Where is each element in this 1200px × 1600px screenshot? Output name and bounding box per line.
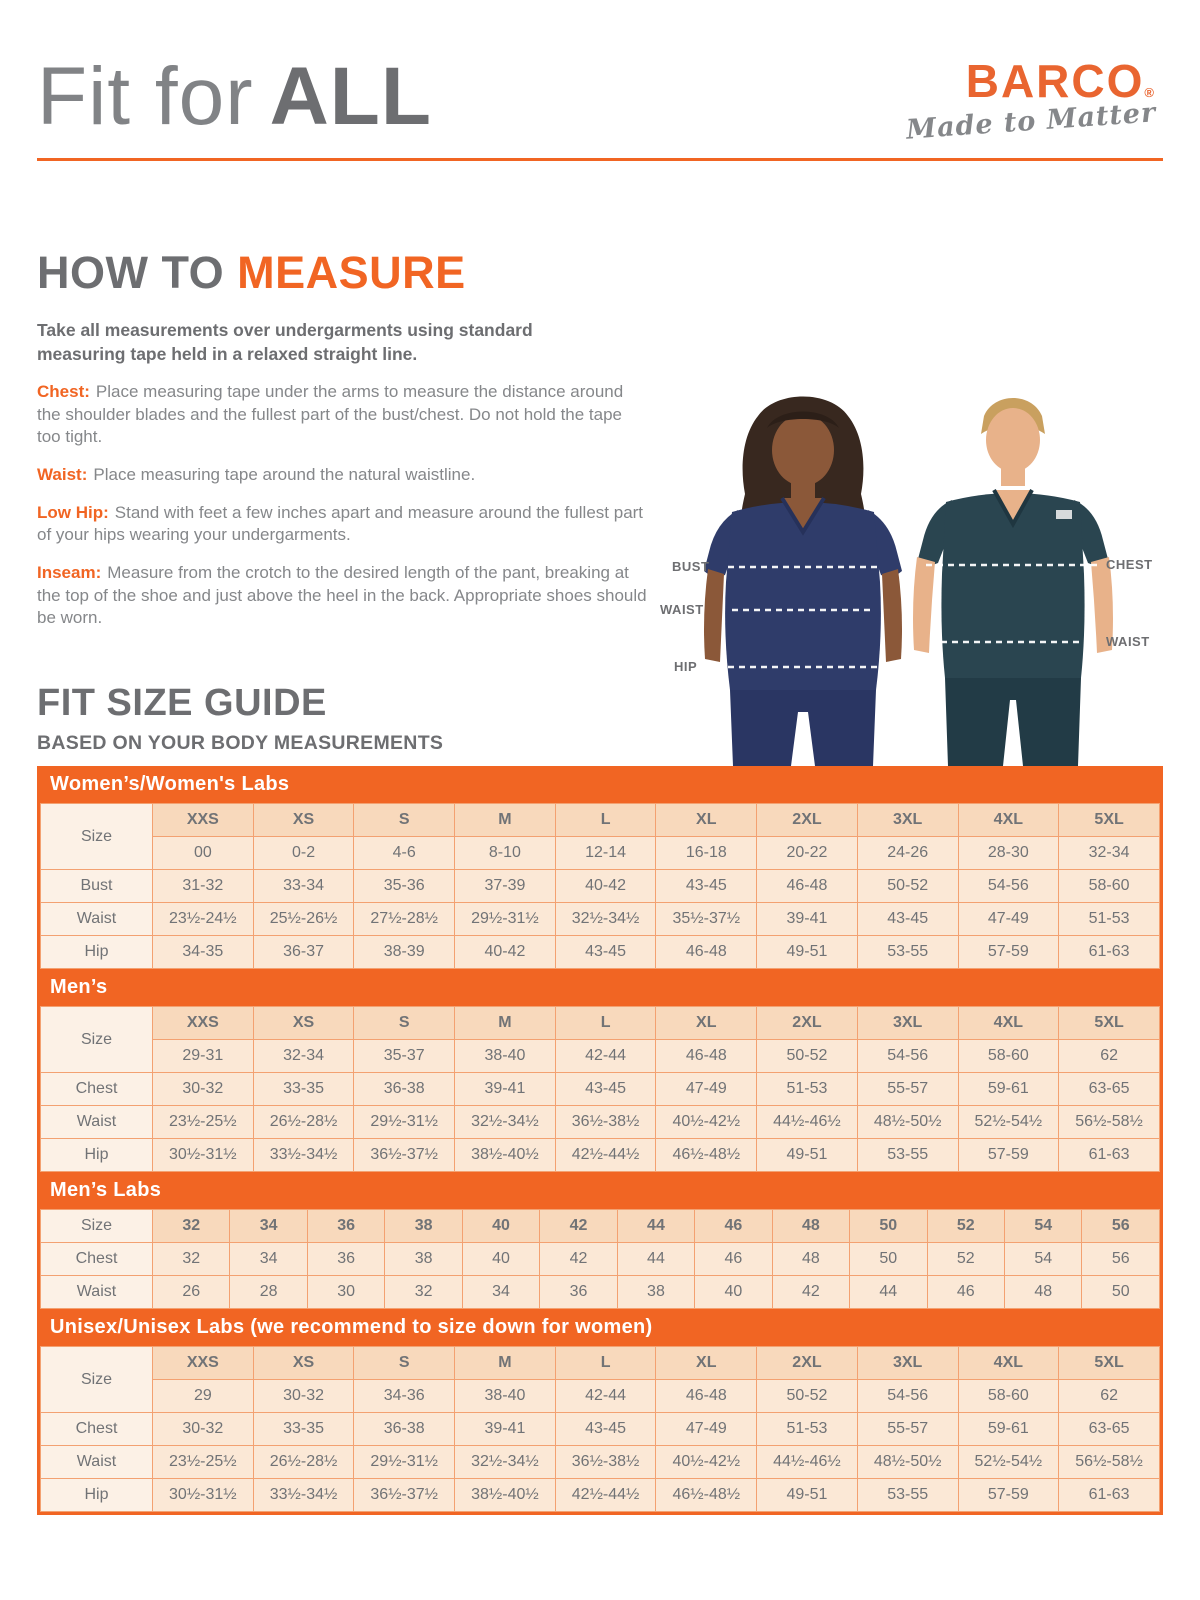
size-table-banner: Men’s bbox=[37, 969, 1163, 1006]
size-value-cell: 40 bbox=[695, 1276, 772, 1309]
size-value-cell: 49-51 bbox=[757, 1479, 858, 1512]
size-value-cell: 34 bbox=[230, 1243, 307, 1276]
measure-row-label: Hip bbox=[41, 936, 153, 969]
size-value-cell: 26½-28½ bbox=[253, 1106, 354, 1139]
heading-gray-part: HOW TO bbox=[37, 247, 238, 298]
size-header-cell: 4XL bbox=[958, 1007, 1059, 1040]
size-value-cell: 38 bbox=[617, 1276, 694, 1309]
size-header-cell: 36 bbox=[307, 1210, 384, 1243]
waist-right-label: WAIST bbox=[1106, 634, 1150, 649]
how-to-measure-heading bbox=[37, 247, 649, 299]
size-value-cell: 50 bbox=[850, 1243, 927, 1276]
size-value-cell: 33-34 bbox=[253, 870, 354, 903]
size-value-cell: 63-65 bbox=[1059, 1413, 1160, 1446]
size-value-cell: 43-45 bbox=[857, 903, 958, 936]
size-value-cell: 36 bbox=[540, 1276, 617, 1309]
size-value-cell: 36-38 bbox=[354, 1413, 455, 1446]
size-value-cell: 37-39 bbox=[455, 870, 556, 903]
measure-row-label: Waist bbox=[41, 1106, 153, 1139]
size-value-cell: 30½-31½ bbox=[153, 1479, 254, 1512]
page-title-bold: ALL bbox=[269, 51, 432, 142]
size-value-cell: 35½-37½ bbox=[656, 903, 757, 936]
step-label: Low Hip: bbox=[37, 502, 109, 522]
size-value-cell: 62 bbox=[1059, 1040, 1160, 1073]
size-value-cell: 56 bbox=[1082, 1243, 1160, 1276]
size-header-cell: 2XL bbox=[757, 1347, 858, 1380]
size-value-cell: 51-53 bbox=[757, 1413, 858, 1446]
size-header-cell: 54 bbox=[1004, 1210, 1081, 1243]
size-value-cell: 36½-38½ bbox=[555, 1446, 656, 1479]
size-value-cell: 50-52 bbox=[857, 870, 958, 903]
size-value-cell: 46-48 bbox=[757, 870, 858, 903]
size-value-cell: 54-56 bbox=[857, 1380, 958, 1413]
size-header-cell: L bbox=[555, 1007, 656, 1040]
measure-intro: Take all measurements over undergarments using standard measuring tape held in a relaxed straight line. bbox=[37, 320, 533, 364]
heading-orange-part: MEASURE bbox=[237, 247, 466, 298]
size-header-cell: S bbox=[354, 804, 455, 837]
size-header-cell: 3XL bbox=[857, 804, 958, 837]
size-value-cell: 38-40 bbox=[455, 1380, 556, 1413]
size-header-cell: 42 bbox=[540, 1210, 617, 1243]
size-value-cell: 54 bbox=[1004, 1243, 1081, 1276]
size-header-cell: 34 bbox=[230, 1210, 307, 1243]
step-label: Chest: bbox=[37, 382, 90, 402]
fit-size-guide-subheading: BASED ON YOUR BODY MEASUREMENTS bbox=[37, 732, 444, 754]
size-table-grid bbox=[40, 1209, 1160, 1309]
size-value-cell: 29-31 bbox=[153, 1040, 254, 1073]
size-header-cell: XL bbox=[656, 1007, 757, 1040]
size-header-cell: 3XL bbox=[857, 1347, 958, 1380]
size-value-cell: 53-55 bbox=[857, 1479, 958, 1512]
size-value-cell: 34-35 bbox=[153, 936, 254, 969]
size-header-cell: 50 bbox=[850, 1210, 927, 1243]
size-value-cell: 38-39 bbox=[354, 936, 455, 969]
size-value-cell: 50 bbox=[1082, 1276, 1160, 1309]
size-column-label: Size bbox=[41, 804, 153, 870]
size-value-cell: 20-22 bbox=[757, 837, 858, 870]
step-text: Place measuring tape under the arms to measure the distance around the shoulder blades and the fullest part of the bust/chest. Do not hold the tape too tight. bbox=[37, 382, 624, 447]
size-value-cell: 39-41 bbox=[455, 1073, 556, 1106]
measurement-figure bbox=[658, 382, 1168, 766]
size-column-label: Size bbox=[41, 1210, 153, 1243]
size-value-cell: 42 bbox=[540, 1243, 617, 1276]
woman-model bbox=[704, 397, 902, 767]
bust-label: BUST bbox=[672, 559, 710, 574]
size-header-cell: 56 bbox=[1082, 1210, 1160, 1243]
size-value-cell: 43-45 bbox=[656, 870, 757, 903]
waist-left-label: WAIST bbox=[660, 602, 704, 617]
size-value-cell: 49-51 bbox=[757, 936, 858, 969]
size-table-grid bbox=[40, 1006, 1160, 1172]
size-header-cell: XXS bbox=[153, 1007, 254, 1040]
size-value-cell: 38½-40½ bbox=[455, 1479, 556, 1512]
size-header-cell: 5XL bbox=[1059, 804, 1160, 837]
size-header-cell: 32 bbox=[153, 1210, 230, 1243]
size-header-cell: 3XL bbox=[857, 1007, 958, 1040]
size-column-label: Size bbox=[41, 1007, 153, 1073]
size-value-cell: 52 bbox=[927, 1243, 1004, 1276]
size-value-cell: 40½-42½ bbox=[656, 1446, 757, 1479]
size-table-banner: Women’s/Women's Labs bbox=[37, 766, 1163, 803]
size-header-cell: M bbox=[455, 1007, 556, 1040]
size-value-cell: 42 bbox=[772, 1276, 849, 1309]
size-value-cell: 46-48 bbox=[656, 1040, 757, 1073]
size-value-cell: 31-32 bbox=[153, 870, 254, 903]
size-header-cell: 4XL bbox=[958, 804, 1059, 837]
size-value-cell: 35-37 bbox=[354, 1040, 455, 1073]
size-header-cell: 2XL bbox=[757, 804, 858, 837]
registered-mark: ® bbox=[1144, 85, 1156, 100]
size-value-cell: 44½-46½ bbox=[757, 1446, 858, 1479]
size-value-cell: 33-35 bbox=[253, 1413, 354, 1446]
size-value-cell: 26 bbox=[153, 1276, 230, 1309]
size-value-cell: 61-63 bbox=[1059, 1479, 1160, 1512]
size-value-cell: 26½-28½ bbox=[253, 1446, 354, 1479]
size-value-cell: 46-48 bbox=[656, 936, 757, 969]
measure-step-lowhip bbox=[37, 502, 649, 547]
size-value-cell: 35-36 bbox=[354, 870, 455, 903]
size-value-cell: 32½-34½ bbox=[455, 1446, 556, 1479]
size-value-cell: 30-32 bbox=[153, 1073, 254, 1106]
measure-row-label: Waist bbox=[41, 1446, 153, 1479]
size-value-cell: 53-55 bbox=[857, 1139, 958, 1172]
size-header-cell: M bbox=[455, 804, 556, 837]
size-value-cell: 32½-34½ bbox=[455, 1106, 556, 1139]
size-value-cell: 29½-31½ bbox=[354, 1446, 455, 1479]
size-value-cell: 44½-46½ bbox=[757, 1106, 858, 1139]
size-value-cell: 51-53 bbox=[1059, 903, 1160, 936]
size-value-cell: 48 bbox=[772, 1243, 849, 1276]
brand-tagline: Made to Matter bbox=[904, 97, 1157, 146]
size-column-label: Size bbox=[41, 1347, 153, 1413]
size-value-cell: 36½-38½ bbox=[555, 1106, 656, 1139]
brand-name-text: BARCO bbox=[965, 55, 1145, 107]
size-header-cell: 52 bbox=[927, 1210, 1004, 1243]
how-to-measure-section bbox=[37, 247, 649, 630]
size-value-cell: 49-51 bbox=[757, 1139, 858, 1172]
size-value-cell: 58-60 bbox=[958, 1040, 1059, 1073]
size-value-cell: 30-32 bbox=[253, 1380, 354, 1413]
size-value-cell: 33-35 bbox=[253, 1073, 354, 1106]
size-value-cell: 30 bbox=[307, 1276, 384, 1309]
page-title bbox=[37, 50, 432, 144]
size-header-cell: XS bbox=[253, 1007, 354, 1040]
size-value-cell: 30½-31½ bbox=[153, 1139, 254, 1172]
measure-step-waist bbox=[37, 464, 649, 487]
size-value-cell: 00 bbox=[153, 837, 254, 870]
size-header-cell: L bbox=[555, 804, 656, 837]
measure-step-inseam bbox=[37, 562, 649, 630]
measure-row-label: Hip bbox=[41, 1479, 153, 1512]
size-value-cell: 36-37 bbox=[253, 936, 354, 969]
size-value-cell: 40-42 bbox=[555, 870, 656, 903]
size-value-cell: 47-49 bbox=[656, 1073, 757, 1106]
measure-step-chest bbox=[37, 381, 649, 449]
size-value-cell: 55-57 bbox=[857, 1073, 958, 1106]
size-header-cell: 2XL bbox=[757, 1007, 858, 1040]
size-value-cell: 34 bbox=[462, 1276, 539, 1309]
hip-label: HIP bbox=[674, 659, 698, 674]
size-header-cell: XXS bbox=[153, 804, 254, 837]
size-header-cell: 40 bbox=[462, 1210, 539, 1243]
size-value-cell: 46 bbox=[927, 1276, 1004, 1309]
size-value-cell: 33½-34½ bbox=[253, 1139, 354, 1172]
size-value-cell: 33½-34½ bbox=[253, 1479, 354, 1512]
size-value-cell: 40 bbox=[462, 1243, 539, 1276]
size-value-cell: 52½-54½ bbox=[958, 1106, 1059, 1139]
size-value-cell: 46½-48½ bbox=[656, 1139, 757, 1172]
size-value-cell: 46-48 bbox=[656, 1380, 757, 1413]
size-header-cell: 4XL bbox=[958, 1347, 1059, 1380]
size-value-cell: 50-52 bbox=[757, 1040, 858, 1073]
header-divider bbox=[37, 158, 1163, 161]
size-value-cell: 34-36 bbox=[354, 1380, 455, 1413]
size-header-cell: 44 bbox=[617, 1210, 694, 1243]
size-header-cell: M bbox=[455, 1347, 556, 1380]
size-value-cell: 59-61 bbox=[958, 1413, 1059, 1446]
size-header-cell: 46 bbox=[695, 1210, 772, 1243]
size-value-cell: 4-6 bbox=[354, 837, 455, 870]
size-value-cell: 57-59 bbox=[958, 1479, 1059, 1512]
size-value-cell: 43-45 bbox=[555, 1073, 656, 1106]
size-header-cell: 5XL bbox=[1059, 1007, 1160, 1040]
size-value-cell: 42½-44½ bbox=[555, 1479, 656, 1512]
size-value-cell: 58-60 bbox=[1059, 870, 1160, 903]
size-value-cell: 36½-37½ bbox=[354, 1479, 455, 1512]
size-header-cell: 38 bbox=[385, 1210, 462, 1243]
size-value-cell: 36-38 bbox=[354, 1073, 455, 1106]
size-header-cell: L bbox=[555, 1347, 656, 1380]
size-value-cell: 29½-31½ bbox=[354, 1106, 455, 1139]
size-header-cell: XS bbox=[253, 1347, 354, 1380]
size-value-cell: 23½-24½ bbox=[153, 903, 254, 936]
size-value-cell: 42-44 bbox=[555, 1040, 656, 1073]
size-value-cell: 36 bbox=[307, 1243, 384, 1276]
size-value-cell: 55-57 bbox=[857, 1413, 958, 1446]
size-value-cell: 38 bbox=[385, 1243, 462, 1276]
chest-label: CHEST bbox=[1106, 557, 1153, 572]
size-value-cell: 56½-58½ bbox=[1059, 1106, 1160, 1139]
size-value-cell: 48½-50½ bbox=[857, 1446, 958, 1479]
size-value-cell: 59-61 bbox=[958, 1073, 1059, 1106]
size-value-cell: 38½-40½ bbox=[455, 1139, 556, 1172]
size-value-cell: 54-56 bbox=[857, 1040, 958, 1073]
size-header-cell: XXS bbox=[153, 1347, 254, 1380]
size-value-cell: 32 bbox=[153, 1243, 230, 1276]
size-value-cell: 47-49 bbox=[958, 903, 1059, 936]
size-value-cell: 38-40 bbox=[455, 1040, 556, 1073]
size-value-cell: 29½-31½ bbox=[455, 903, 556, 936]
step-text: Stand with feet a few inches apart and measure around the fullest part of your hips wearing your undergarments. bbox=[37, 502, 644, 545]
measure-row-label: Chest bbox=[41, 1413, 153, 1446]
size-value-cell: 39-41 bbox=[455, 1413, 556, 1446]
size-value-cell: 47-49 bbox=[656, 1413, 757, 1446]
size-value-cell: 46½-48½ bbox=[656, 1479, 757, 1512]
size-value-cell: 48 bbox=[1004, 1276, 1081, 1309]
page-title-regular: Fit for bbox=[37, 51, 254, 142]
size-value-cell: 56½-58½ bbox=[1059, 1446, 1160, 1479]
size-table-banner: Men’s Labs bbox=[37, 1172, 1163, 1209]
size-value-cell: 46 bbox=[695, 1243, 772, 1276]
size-table-grid bbox=[40, 803, 1160, 969]
brand-block bbox=[904, 55, 1157, 146]
size-value-cell: 16-18 bbox=[656, 837, 757, 870]
size-value-cell: 27½-28½ bbox=[354, 903, 455, 936]
size-value-cell: 63-65 bbox=[1059, 1073, 1160, 1106]
size-value-cell: 57-59 bbox=[958, 1139, 1059, 1172]
size-value-cell: 30-32 bbox=[153, 1413, 254, 1446]
size-value-cell: 44 bbox=[850, 1276, 927, 1309]
size-value-cell: 23½-25½ bbox=[153, 1106, 254, 1139]
size-header-cell: 5XL bbox=[1059, 1347, 1160, 1380]
step-text: Place measuring tape around the natural waistline. bbox=[93, 465, 476, 485]
size-value-cell: 28-30 bbox=[958, 837, 1059, 870]
size-header-cell: XL bbox=[656, 804, 757, 837]
size-value-cell: 61-63 bbox=[1059, 936, 1160, 969]
size-value-cell: 39-41 bbox=[757, 903, 858, 936]
size-table-banner: Unisex/Unisex Labs (we recommend to size down for women) bbox=[37, 1309, 1163, 1346]
size-value-cell: 54-56 bbox=[958, 870, 1059, 903]
size-value-cell: 25½-26½ bbox=[253, 903, 354, 936]
size-value-cell: 24-26 bbox=[857, 837, 958, 870]
step-label: Inseam: bbox=[37, 562, 102, 582]
size-value-cell: 42-44 bbox=[555, 1380, 656, 1413]
fit-size-guide-section bbox=[37, 682, 443, 755]
size-table bbox=[37, 803, 1163, 969]
measure-row-label: Waist bbox=[41, 903, 153, 936]
size-value-cell: 43-45 bbox=[555, 1413, 656, 1446]
size-table bbox=[37, 1209, 1163, 1309]
size-table bbox=[37, 1006, 1163, 1172]
size-tables bbox=[37, 766, 1163, 1515]
size-table-grid bbox=[40, 1346, 1160, 1512]
fit-size-guide-heading: FIT SIZE GUIDE bbox=[37, 682, 327, 724]
size-value-cell: 57-59 bbox=[958, 936, 1059, 969]
size-value-cell: 48½-50½ bbox=[857, 1106, 958, 1139]
measure-row-label: Chest bbox=[41, 1073, 153, 1106]
size-value-cell: 28 bbox=[230, 1276, 307, 1309]
step-label: Waist: bbox=[37, 465, 88, 485]
size-value-cell: 58-60 bbox=[958, 1380, 1059, 1413]
size-value-cell: 62 bbox=[1059, 1380, 1160, 1413]
size-header-cell: XL bbox=[656, 1347, 757, 1380]
size-value-cell: 0-2 bbox=[253, 837, 354, 870]
size-value-cell: 40½-42½ bbox=[656, 1106, 757, 1139]
size-value-cell: 36½-37½ bbox=[354, 1139, 455, 1172]
size-value-cell: 12-14 bbox=[555, 837, 656, 870]
size-value-cell: 40-42 bbox=[455, 936, 556, 969]
size-value-cell: 32½-34½ bbox=[555, 903, 656, 936]
size-header-cell: S bbox=[354, 1007, 455, 1040]
size-value-cell: 29 bbox=[153, 1380, 254, 1413]
size-value-cell: 50-52 bbox=[757, 1380, 858, 1413]
measure-row-label: Hip bbox=[41, 1139, 153, 1172]
size-header-cell: XS bbox=[253, 804, 354, 837]
size-table bbox=[37, 1346, 1163, 1515]
man-model bbox=[913, 398, 1113, 766]
size-value-cell: 52½-54½ bbox=[958, 1446, 1059, 1479]
size-value-cell: 8-10 bbox=[455, 837, 556, 870]
measure-row-label: Bust bbox=[41, 870, 153, 903]
size-value-cell: 32 bbox=[385, 1276, 462, 1309]
size-value-cell: 42½-44½ bbox=[555, 1139, 656, 1172]
size-header-cell: S bbox=[354, 1347, 455, 1380]
size-value-cell: 32-34 bbox=[253, 1040, 354, 1073]
measure-row-label: Chest bbox=[41, 1243, 153, 1276]
size-value-cell: 53-55 bbox=[857, 936, 958, 969]
size-value-cell: 23½-25½ bbox=[153, 1446, 254, 1479]
size-value-cell: 51-53 bbox=[757, 1073, 858, 1106]
brand-logo bbox=[906, 55, 1156, 107]
size-value-cell: 43-45 bbox=[555, 936, 656, 969]
size-value-cell: 61-63 bbox=[1059, 1139, 1160, 1172]
size-value-cell: 32-34 bbox=[1059, 837, 1160, 870]
step-text: Measure from the crotch to the desired length of the pant, breaking at the top of the shoe and just above the heel in the back. Appropriate shoes should be worn. bbox=[37, 562, 647, 628]
size-value-cell: 44 bbox=[617, 1243, 694, 1276]
size-header-cell: 48 bbox=[772, 1210, 849, 1243]
measure-row-label: Waist bbox=[41, 1276, 153, 1309]
